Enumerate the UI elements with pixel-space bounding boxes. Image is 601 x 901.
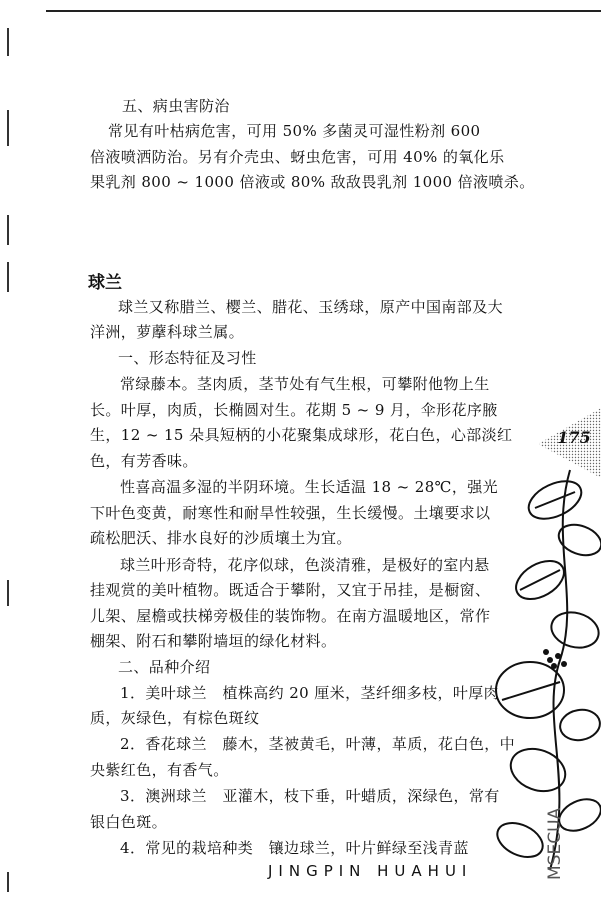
- section-heading-varieties: 二、品种介绍: [118, 658, 211, 676]
- margin-mark: [7, 215, 9, 245]
- morph-para1-line-2: 长。叶厚，肉质，长椭圆对生。花期 5 ~ 9 月，伞形花序腋: [90, 401, 498, 419]
- variety-2-line-2: 央紫红色，有香气。: [90, 761, 229, 779]
- morph-para2-line-2: 下叶色变黄，耐寒性和耐旱性较强，生长缓慢。土壤要求以: [90, 504, 491, 522]
- margin-mark: [7, 28, 9, 56]
- morph-para3-line-1: 球兰叶形奇特，花序似球，色淡清雅，是极好的室内悬: [120, 556, 490, 574]
- watermark: MSECUA: [545, 807, 565, 880]
- footer-running-title: JINGPIN HUAHUI: [268, 862, 473, 880]
- morph-para2-line-3: 疏松肥沃、排水良好的沙质壤土为宜。: [90, 529, 352, 547]
- margin-mark: [7, 580, 9, 606]
- page-number: 175: [557, 428, 591, 447]
- pests-line-1: 常见有叶枯病危害，可用 50% 多菌灵可湿性粉剂 600: [108, 122, 481, 140]
- variety-1-line-1: 1．美叶球兰 植株高约 20 厘米，茎纤细多枝，叶厚肉: [120, 684, 500, 702]
- pests-line-2: 倍液喷洒防治。另有介壳虫、蚜虫危害，可用 40% 的氧化乐: [90, 148, 505, 166]
- morph-para2-line-1: 性喜高温多湿的半阴环境。生长适温 18 ~ 28℃，强光: [120, 478, 499, 496]
- pests-line-3: 果乳剂 800 ~ 1000 倍液或 80% 敌敌畏乳剂 1000 倍液喷杀。: [90, 173, 535, 191]
- morph-para3-line-4: 棚架、附石和攀附墙垣的绿化材料。: [90, 632, 337, 650]
- morph-para1-line-3: 生，12 ~ 15 朵具短柄的小花聚集成球形，花白色，心部淡红: [90, 426, 513, 444]
- morph-para3-line-3: 儿架、屋檐或扶梯旁极佳的装饰物。在南方温暖地区，常作: [90, 607, 491, 625]
- variety-2-line-1: 2．香花球兰 藤木，茎被黄毛，叶薄，革质，花白色，中: [120, 735, 516, 753]
- morph-para1-line-1: 常绿藤本。茎肉质，茎节处有气生根，可攀附他物上生: [120, 375, 490, 393]
- variety-3-line-1: 3．澳洲球兰 亚灌木，枝下垂，叶蜡质，深绿色，常有: [120, 787, 500, 805]
- margin-mark: [7, 262, 9, 292]
- section-heading-morphology: 一、形态特征及习性: [118, 349, 257, 367]
- header-rule: [46, 10, 601, 12]
- article-title: 球兰: [88, 273, 122, 293]
- margin-mark: [7, 872, 9, 892]
- variety-3-line-2: 银白色斑。: [90, 813, 168, 831]
- morph-para1-line-4: 色，有芳香味。: [90, 452, 198, 470]
- morph-para3-line-2: 挂观赏的美叶植物。既适合于攀附，又宜于吊挂，是橱窗、: [90, 581, 491, 599]
- intro-line-1: 球兰又称腊兰、樱兰、腊花、玉绣球，原产中国南部及大: [118, 298, 504, 316]
- intro-line-2: 洋洲，萝藦科球兰属。: [90, 323, 245, 341]
- margin-mark: [7, 110, 9, 146]
- variety-1-line-2: 质，灰绿色，有棕色斑纹: [90, 709, 260, 727]
- section-heading-pests: 五、病虫害防治: [122, 97, 230, 115]
- hoya-vine-illustration: [480, 460, 601, 880]
- variety-4-line-1: 4．常见的栽培种类 镶边球兰，叶片鲜绿至浅青蓝: [120, 839, 469, 857]
